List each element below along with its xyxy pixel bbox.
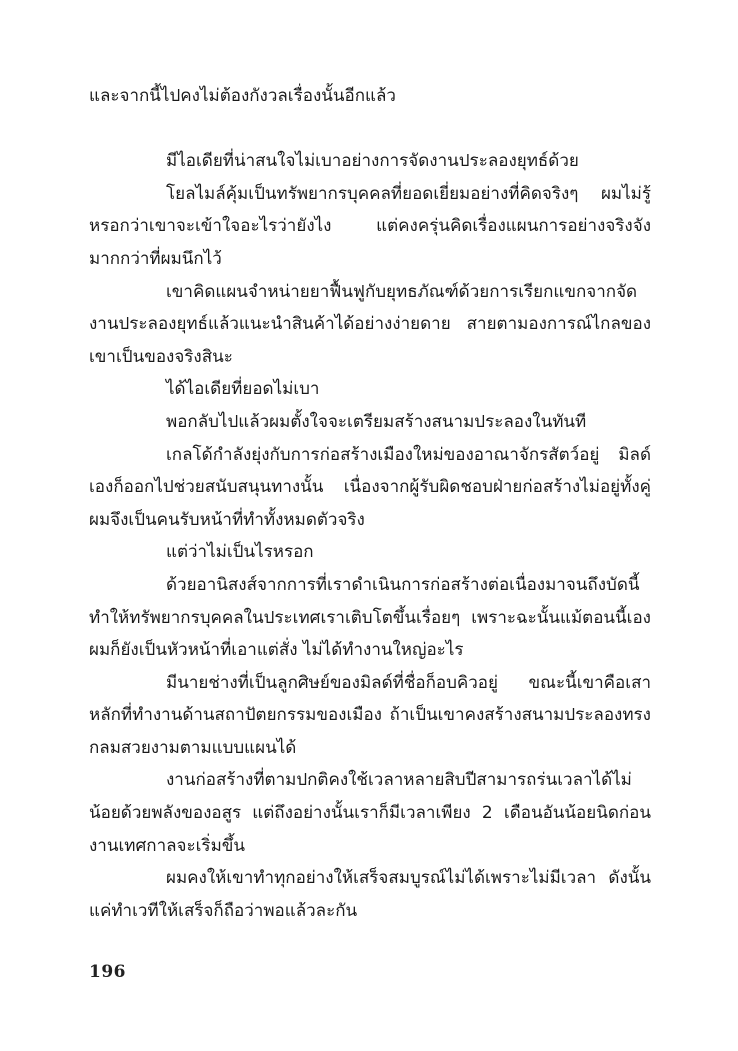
paragraph-7: เกลโด้กำลังยุ่งกับการก่อสร้างเมืองใหม่ของอาณาจักรสัตว์อยู่ มิลด์เองก็ออกไปช่วยสนับสนุนทางนั้น เนื่องจากผู้รับผิดชอบฝ่ายก่อสร้างไม่อยู่ทั้งคู่ ผมจึงเป็นคนรับหน้าที่ทำทั้งหมดตัวจริง xyxy=(89,444,651,530)
paragraph-11: งานก่อสร้างที่ตามปกติคงใช้เวลาหลายสิบปีสามารถร่นเวลาได้ไม่น้อยด้วยพลังของอสูร แต่ถึงอย่างนั้นเราก็มีเวลาเพียง 2 เดือนอันน้อยนิดก่อนงานเทศกาลจะเริ่มขึ้น xyxy=(89,770,651,856)
paragraph-12: ผมคงให้เขาทำทุกอย่างให้เสร็จสมบูรณ์ไม่ได้เพราะไม่มีเวลา ดังนั้นแค่ทำเวทีให้เสร็จก็ถือว่าพอแล้วละกัน xyxy=(89,868,651,921)
paragraph-6: พอกลับไปแล้วผมตั้งใจจะเตรียมสร้างสนามประลองในทันที xyxy=(166,411,587,432)
paragraph-10: มีนายช่างที่เป็นลูกศิษย์ของมิลด์ที่ชื่อก็อบคิวอยู่ ขณะนี้เขาคือเสาหลักที่ทำงานด้านสถาปัตยกรรมของเมือง ถ้าเป็นเขาคงสร้างสนามประลองทรงกลมสวยงามตามแบบแผนได้ xyxy=(89,672,651,758)
paragraph-9: ด้วยอานิสงส์จากการที่เราดำเนินการก่อสร้างต่อเนื่องมาจนถึงบัดนี้ทำให้ทรัพยากรบุคคลในประเทศเราเติบโตขึ้นเรื่อยๆ เพราะฉะนั้นแม้ตอนนี้เองผมก็ยังเป็นหัวหน้าที่เอาแต่สั่ง ไม่ได้ทำงานใหญ่อะไร xyxy=(89,574,651,661)
page-number: 196 xyxy=(89,962,126,982)
paragraph-2: มีไอเดียที่น่าสนใจไม่เบาอย่างการจัดงานประลองยุทธ์ด้วย xyxy=(166,151,579,172)
paragraph-8: แต่ว่าไม่เป็นไรหรอก xyxy=(166,542,314,563)
paragraph-5: ได้ไอเดียที่ยอดไม่เบา xyxy=(166,379,320,400)
body-text xyxy=(89,80,651,927)
paragraph-4: เขาคิดแผนจำหน่ายยาฟื้นฟูกับยุทธภัณฑ์ด้วยการเรียกแขกจากจัดงานประลองยุทธ์แล้วแนะนำสินค้าได้อย่างง่ายดาย สายตามองการณ์ไกลของเขาเป็นของจริงสินะ xyxy=(89,281,651,367)
paragraph-1: และจากนี้ไปคงไม่ต้องกังวลเรื่องนั้นอีกแล้ว xyxy=(89,86,396,106)
paragraph-3: โยลไมล์คุ้มเป็นทรัพยากรบุคคลที่ยอดเยี่ยมอย่างที่คิดจริงๆ ผมไม่รู้หรอกว่าเขาจะเข้าใจอะไรว่ายังไง แต่คงครุ่นคิดเรื่องแผนการอย่างจริงจังมากกว่าที่ผมนึกไว้ xyxy=(89,183,651,269)
paragraph-gap xyxy=(89,113,651,146)
